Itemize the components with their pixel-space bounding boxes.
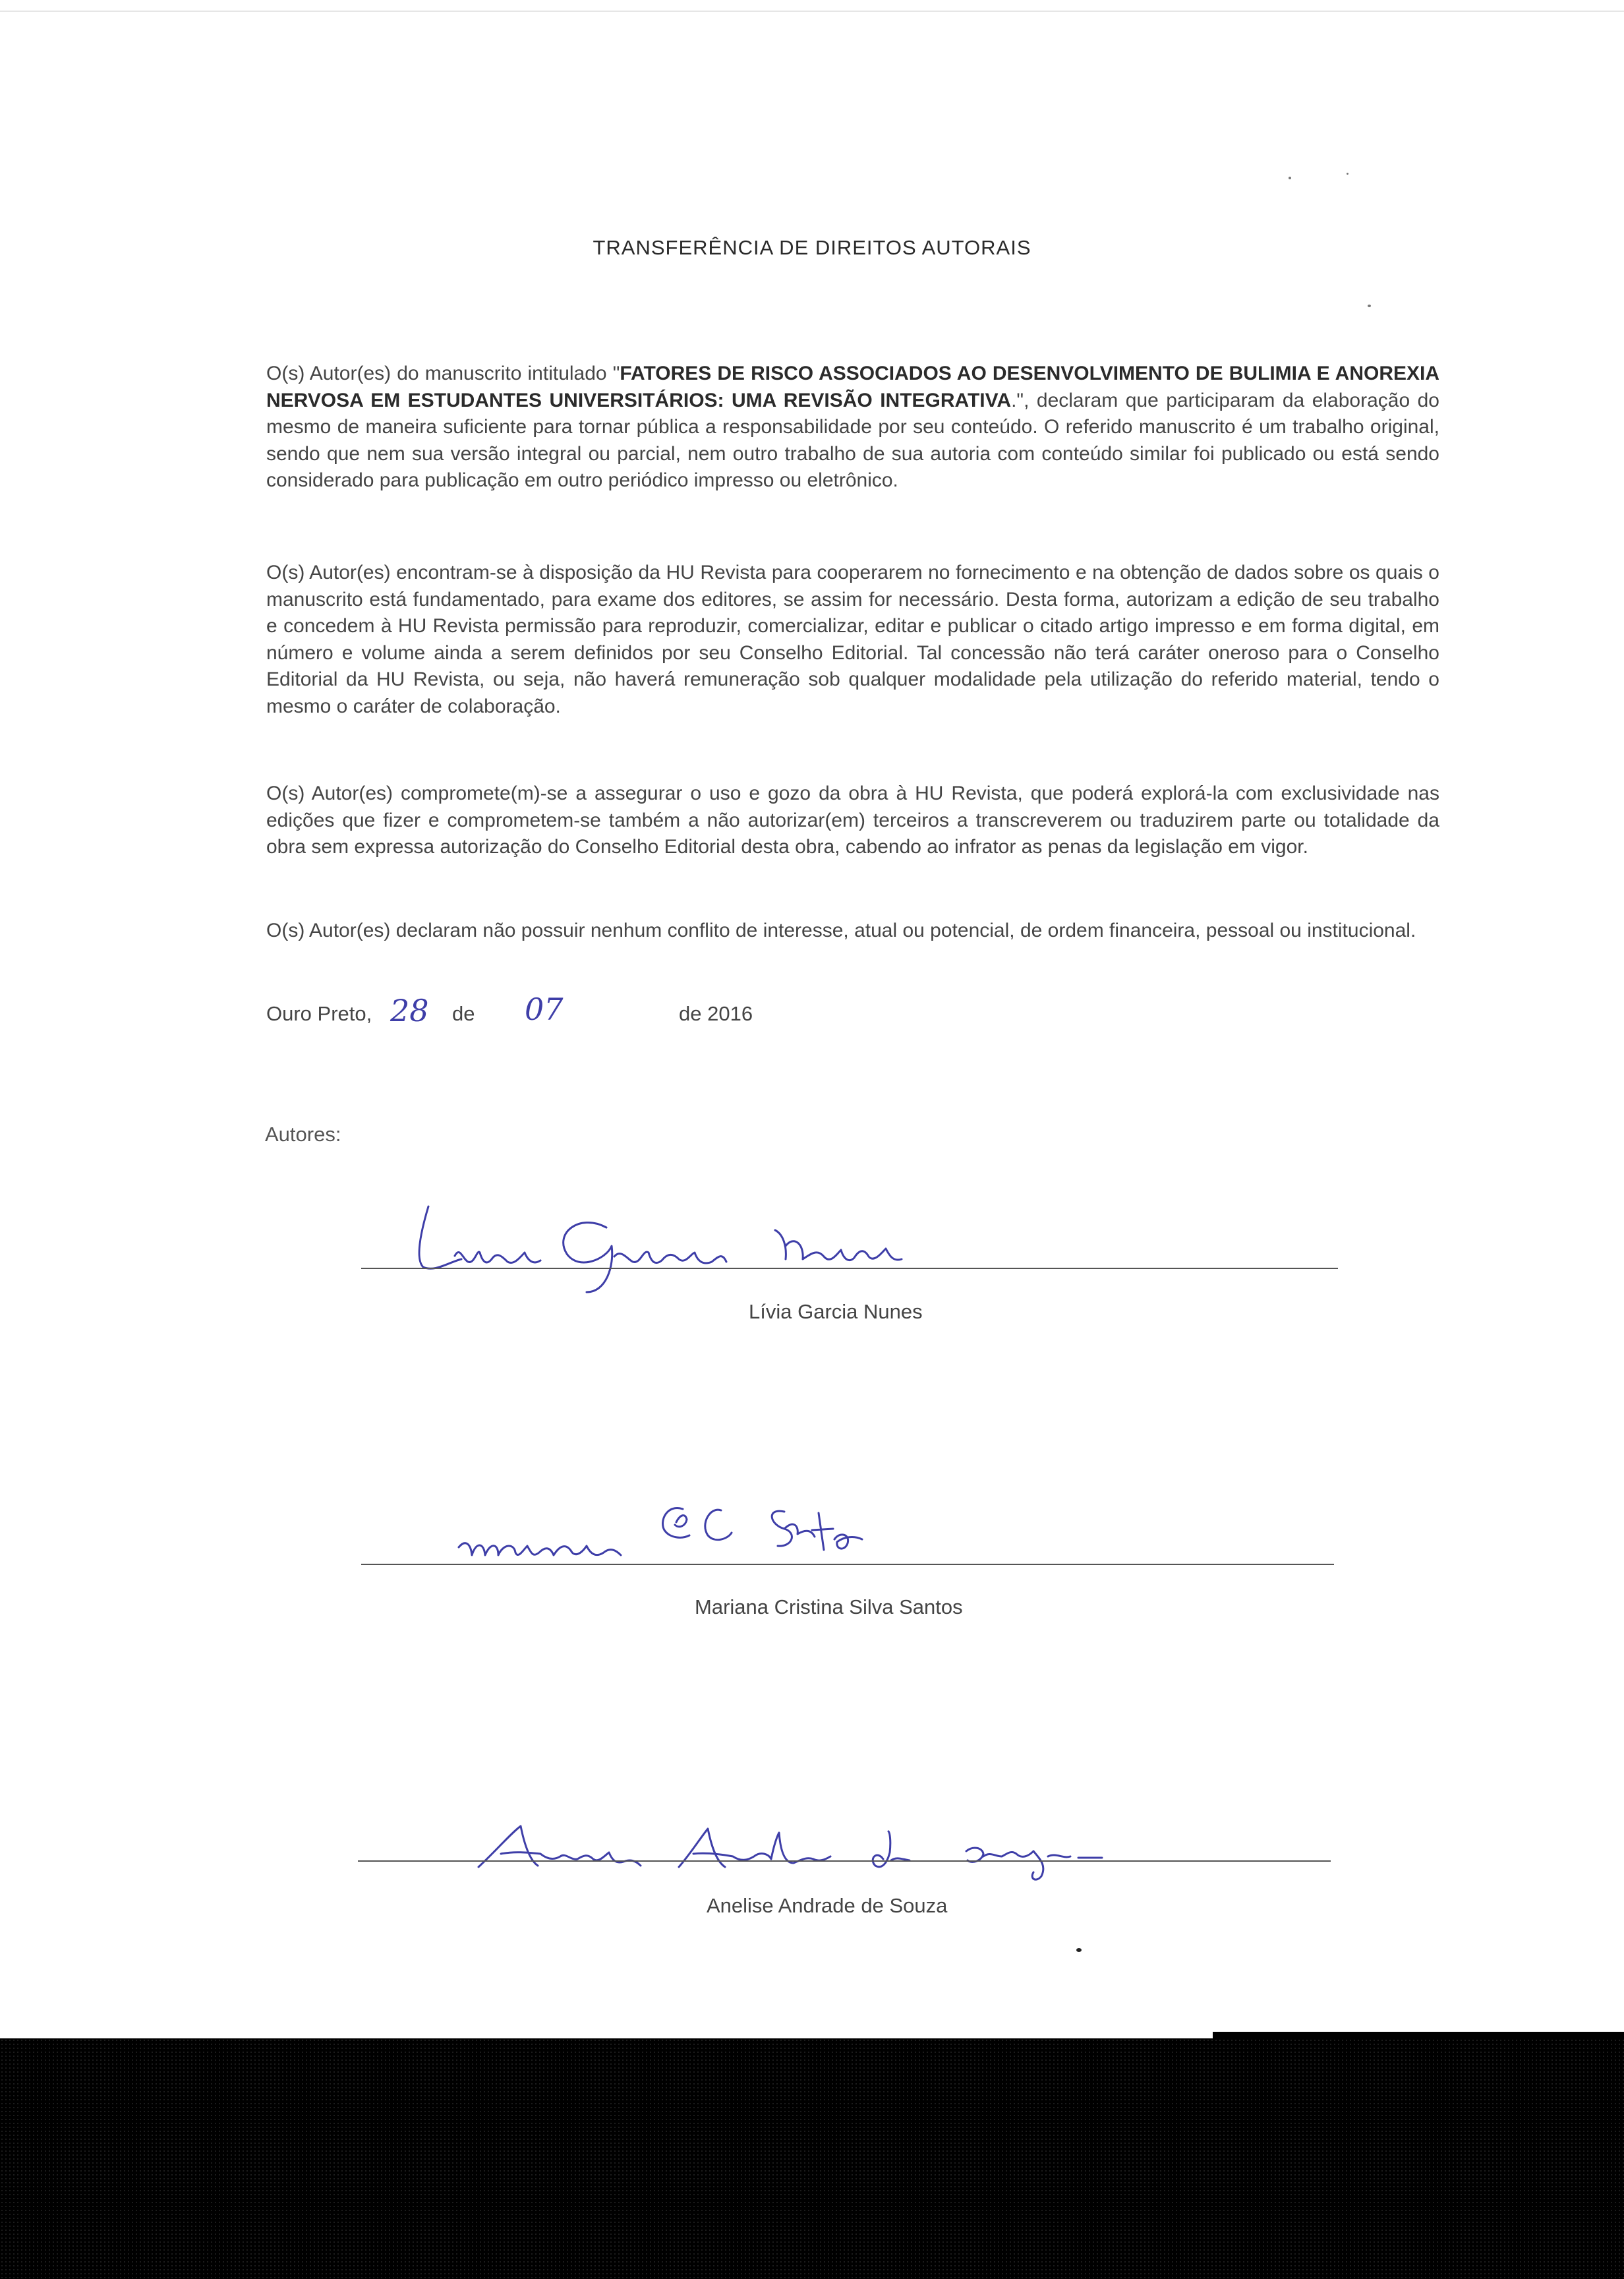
signature-line-3 (358, 1860, 1331, 1862)
p1-rest: .", declaram que participaram da elaboração do mesmo de maneira suficiente para tornar pública a responsabilidade por seu conteúdo. O referido manuscrito é um trabalho original, sendo que nem sua versão integral ou parcial, nem outro trabalho de sua autoria com conteúdo similar foi publicado ou está sendo considerado para publicação em outro periódico impresso ou eletrônico. (266, 389, 1439, 491)
paragraph-cooperation: O(s) Autor(es) encontram-se à disposição da HU Revista para cooperarem no fornecimento e na obtenção de dados sobre os quais o manuscrito está fundamentado, para exame dos editores, se assim for necessário. Desta forma, autorizam a edição de seu trabalho e concedem à HU Revista permissão para reproduzir, comercializar, editar e publicar o citado artigo impresso e em forma digital, em número e volume ainda a serem definidos por seu Conselho Editorial. Tal concessão não terá caráter oneroso para o Conselho Editorial da HU Revista, ou seja, não haverá remuneração sob qualquer modalidade pela utilização do referido material, tendo o mesmo o caráter de colaboração. (266, 562, 1439, 717)
date-year: de 2016 (679, 1002, 753, 1025)
signature-name-2: Mariana Cristina Silva Santos (695, 1595, 963, 1618)
scan-border-line (0, 11, 1624, 12)
date-de: de (452, 1002, 475, 1025)
manuscript-title: FATORES DE RISCO ASSOCIADOS AO DESENVOLVIMENTO DE BULIMIA E ANOREXIA NERVOSA EM ESTUDANTES UNIVERSITÁRIOS: UMA REVISÃO INTEGRATIVA (266, 363, 1440, 411)
signature-line-1 (361, 1268, 1338, 1269)
paragraph-manuscript-declaration (266, 361, 1439, 494)
paragraph-conflict-of-interest: O(s) Autor(es) declaram não possuir nenhum conflito de interesse, atual ou potencial, de ordem financeira, pessoal ou institucional. (266, 920, 1416, 941)
scan-bottom-black-band (0, 2038, 1624, 2279)
date-place: Ouro Preto, (266, 1002, 372, 1025)
paragraph-exclusivity: O(s) Autor(es) compromete(m)-se a assegurar o uso e gozo da obra à HU Revista, que poderá explorá-la com exclusividade nas edições que fizer e comprometem-se também a não autorizar(em) terceiros a transcreverem ou traduzirem parte ou totalidade da obra sem expressa autorização do Conselho Editorial desta obra, cabendo ao infrator as penas da legislação em vigor. (266, 783, 1439, 858)
scan-speck (1076, 1948, 1082, 1952)
signature-name-1: Lívia Garcia Nunes (749, 1300, 923, 1323)
signature-anelise-souza (475, 1813, 1107, 1885)
signature-livia-garcia-nunes (409, 1193, 949, 1292)
document-title: TRANSFERÊNCIA DE DIREITOS AUTORAIS (593, 236, 1031, 259)
signature-line-2 (361, 1564, 1334, 1565)
handwritten-day: 28 (390, 993, 429, 1028)
authors-label: Autores: (265, 1123, 341, 1146)
scan-speck (1368, 305, 1371, 307)
handwritten-month: 07 (525, 992, 564, 1027)
signature-name-3: Anelise Andrade de Souza (707, 1894, 948, 1917)
signature-mariana-santos (455, 1487, 929, 1572)
scan-speck (1347, 173, 1348, 175)
scan-speck (1289, 177, 1291, 179)
p1-lead: O(s) Autor(es) do manuscrito intitulado " (266, 363, 620, 384)
